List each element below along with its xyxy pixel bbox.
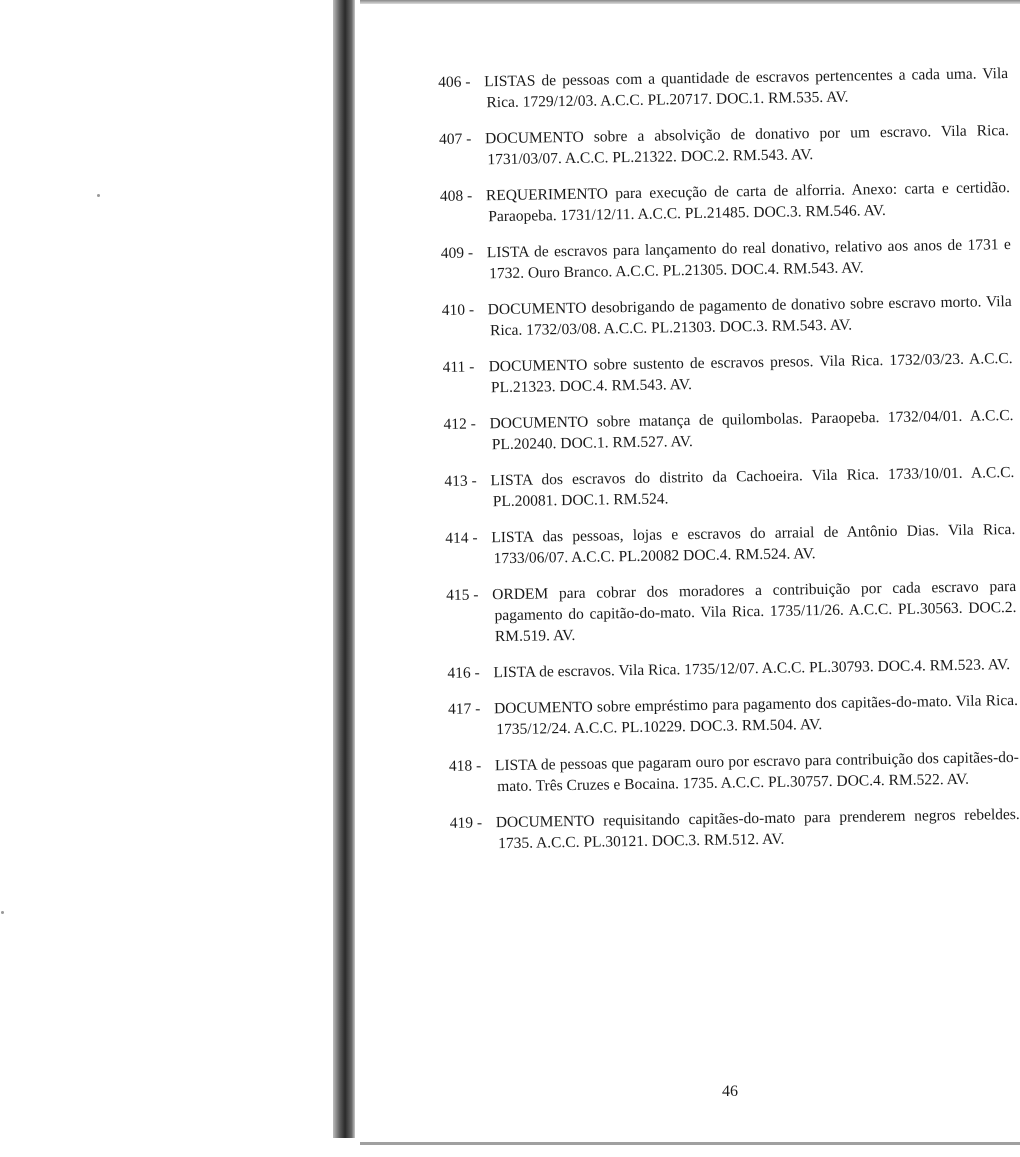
entry-text: DOCUMENTO sobre matança de quilombolas. Paraopeba. 1732/04/01. A.C.C. PL.20240. DOC.1. RM.527. AV. — [489, 407, 1014, 454]
catalog-entry-416 — [447, 654, 1017, 684]
entry-text: REQUERIMENTO para execução de carta de alforria. Anexo: carta e certidão. Paraopeba. 1731/12/11. A.C.C. PL.21485. DOC.3. RM.546. AV. — [485, 179, 1011, 226]
entry-number: 416 - — [447, 664, 480, 682]
entry-number: 417 - — [447, 700, 481, 718]
entry-text: LISTA das pessoas, lojas e escravos do arraial de Antônio Dias. Vila Rica. 1733/06/07. A.C.C. PL.20082 DOC.4. RM.524. AV. — [491, 520, 1016, 568]
entry-number: 419 - — [449, 814, 483, 832]
entry-number: 407 - — [438, 130, 472, 148]
catalog-entry-406 — [438, 63, 1009, 114]
entry-text: DOCUMENTO sobre sustento de escravos presos. Vila Rica. 1732/03/23. A.C.C. PL.21323. DOC.4. RM.543. AV. — [488, 350, 1013, 397]
catalog-entry-417 — [448, 690, 1019, 741]
entry-number: 413 - — [444, 472, 477, 490]
entry-number: 412 - — [443, 415, 476, 433]
catalog-entries — [438, 63, 1020, 870]
catalog-entry-413 — [444, 462, 1015, 513]
entry-number: 418 - — [448, 757, 482, 775]
book-spine-shadow — [333, 0, 355, 1138]
entry-number: 414 - — [445, 529, 478, 547]
entry-text: ORDEM para cobrar dos moradores a contribuição por cada escravo para pagamento do capitão-do-mato. Vila Rica. 1735/11/26. A.C.C. PL.30563. DOC.2. RM.519. AV. — [492, 577, 1017, 646]
catalog-entry-412 — [443, 405, 1014, 456]
catalog-entry-410 — [442, 291, 1013, 342]
catalog-entry-414 — [445, 519, 1016, 570]
entry-text: DOCUMENTO sobre a absolvição de donativo por um escravo. Vila Rica. 1731/03/07. A.C.C. PL.21322. DOC.2. RM.543. AV. — [484, 122, 1010, 169]
entry-number: 408 - — [439, 187, 473, 205]
entry-text: LISTA de escravos para lançamento do real donativo, relativo aos anos de 1731 e 1732. Ouro Branco. A.C.C. PL.21305. DOC.4. RM.543. AV. — [486, 236, 1011, 283]
catalog-entry-409 — [441, 234, 1012, 285]
entry-number: 409 - — [440, 244, 474, 262]
entry-text: LISTA de pessoas que pagaram ouro por escravo para contribuição dos capitães-do-mato. Três Cruzes e Bocaina. 1735. A.C.C. PL.30757. DOC.4. RM.522. AV. — [494, 748, 1019, 796]
catalog-entry-419 — [450, 804, 1020, 855]
entry-text: LISTA de escravos. Vila Rica. 1735/12/07. A.C.C. PL.30793. DOC.4. RM.523. AV. — [493, 656, 1011, 682]
entry-number: 410 - — [441, 301, 475, 319]
entry-text: DOCUMENTO sobre empréstimo para pagamento dos capitães-do-mato. Vila Rica. 1735/12/24. A.C.C. PL.10229. DOC.3. RM.504. AV. — [493, 691, 1019, 739]
catalog-entry-407 — [439, 120, 1010, 171]
entry-text: LISTA dos escravos do distrito da Cachoeira. Vila Rica. 1733/10/01. A.C.C. PL.20081. DOC.1. RM.524. — [490, 463, 1015, 511]
entry-number: 415 - — [446, 586, 479, 604]
catalog-entry-408 — [440, 177, 1011, 228]
page-number: 46 — [722, 1083, 738, 1100]
entry-number: 406 - — [438, 73, 471, 91]
dust-speck — [1, 911, 4, 914]
entry-text: LISTAS de pessoas com a quantidade de escravos pertencentes a cada uma. Vila Rica. 1729/12/03. A.C.C. PL.20717. DOC.1. RM.535. AV. — [484, 65, 1009, 112]
entry-text: DOCUMENTO desobrigando de pagamento de donativo sobre escravo morto. Vila Rica. 1732/03/08. A.C.C. PL.21303. DOC.3. RM.543. AV. — [487, 293, 1012, 340]
page-top-edge — [360, 0, 1020, 4]
catalog-entry-418 — [449, 747, 1020, 798]
entry-text: DOCUMENTO requisitando capitães-do-mato para prenderem negros rebeldes. 1735. A.C.C. PL.30121. DOC.3. RM.512. AV. — [495, 805, 1020, 853]
catalog-entry-411 — [442, 348, 1013, 399]
page-bottom-edge — [360, 1142, 1020, 1145]
catalog-entry-415 — [446, 576, 1017, 648]
dust-speck — [97, 194, 100, 197]
entry-number: 411 - — [442, 358, 475, 376]
